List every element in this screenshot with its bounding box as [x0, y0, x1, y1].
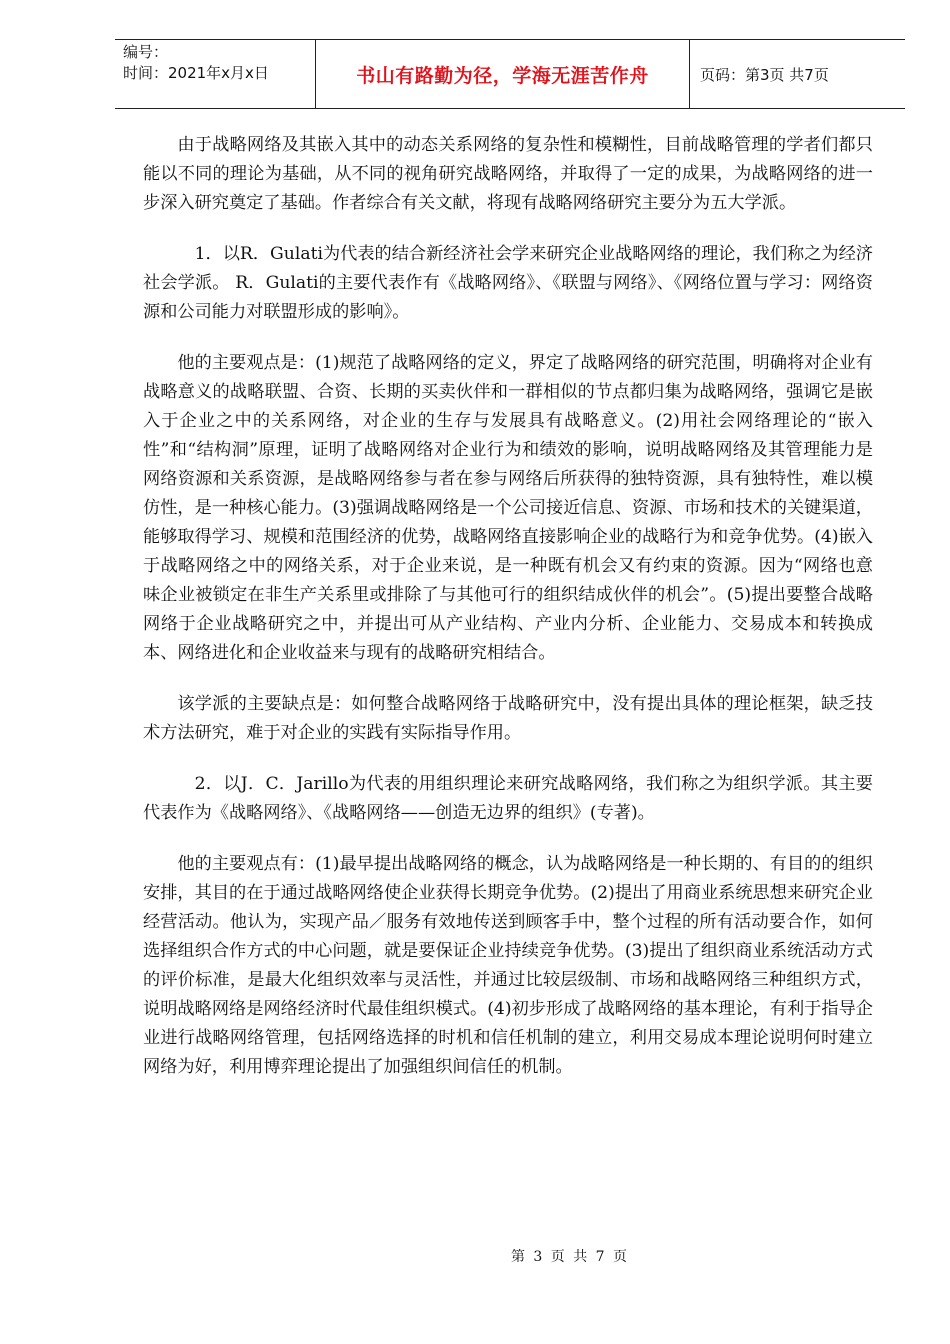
paragraph-school-1-shortcomings: 该学派的主要缺点是：如何整合战略网络于战略研究中，没有提出具体的理论框架，缺乏技术方法研究，难于对企业的实践有实际指导作用。 [143, 694, 873, 743]
header-motto: 书山有路勤为径，学海无涯苦作舟 [316, 40, 690, 108]
paragraph-school-2-views: 他的主要观点有：(1)最早提出战略网络的概念，认为战略网络是一种长期的、有目的的组织安排，其目的在于通过战略网络使企业获得长期竞争优势。(2)提出了用商业系统思想来研究企业经营活动。他认为，实现产品／服务有效地传送到顾客手中，整个过程的所有活动要合作，如何选择组织合作方式的中心问题，就是要保证企业持续竞争优势。(3)提出了组织商业系统活动方式的评价标准，是最大化组织效率与灵活性，并通过比较层级制、市场和战略网络三种组织方式，说明战略网络是网络经济时代最佳组织模式。(4)初步形成了战略网络的基本理论，有利于指导企业进行战略网络管理，包括网络选择的时机和信任机制的建立，利用交易成本理论说明何时建立网络为好，利用博弈理论提出了加强组织间信任的机制。 [143, 854, 873, 1077]
paragraph-school-1-views: 他的主要观点是：(1)规范了战略网络的定义，界定了战略网络的研究范围，明确将对企业有战略意义的战略联盟、合资、长期的买卖伙伴和一群相似的节点都归集为战略网络，强调它是嵌入于企业之中的关系网络，对企业的生存与发展具有战略意义。(2)用社会网络理论的“嵌入性”和“结构洞”原理，证明了战略网络对企业行为和绩效的影响，说明战略网络及其管理能力是网络资源和关系资源，是战略网络参与者在参与网络后所获得的独特资源，具有独特性，难以模仿性，是一种核心能力。(3)强调战略网络是一个公司接近信息、资源、市场和技术的关键渠道，能够取得学习、规模和范围经济的优势，战略网络直接影响企业的战略行为和竞争优势。(4)嵌入于战略网络之中的网络关系，对于企业来说，是一种既有机会又有约束的资源。因为“网络也意味企业被锁定在非生产关系里或排除了与其他可行的组织结成伙伴的机会”。(5)提出要整合战略网络于企业战略研究之中，并提出可从产业结构、产业内分析、企业能力、交易成本和转换成本、网络进化和企业收益来与现有的战略研究相结合。 [143, 353, 873, 663]
page-footer: 第 3 页 共 7 页 [510, 1249, 630, 1265]
document-header [115, 39, 905, 109]
paragraph-school-2: 2．以J．C．Jarillo为代表的用组织理论来研究战略网络，我们称之为组织学派。其主要代表作为《战略网络》、《战略网络——创造无边界的组织》(专著)。 [143, 774, 873, 823]
paragraph-intro: 由于战略网络及其嵌入其中的动态关系网络的复杂性和模糊性，目前战略管理的学者们都只能以不同的理论为基础，从不同的视角研究战略网络，并取得了一定的成果，为战略网络的进一步深入研究奠定了基础。作者综合有关文献，将现有战略网络研究主要分为五大学派。 [143, 135, 873, 213]
number-label: 编号： [123, 43, 169, 61]
header-page-info: 页码：第3页 共7页 [700, 65, 829, 84]
time-label: 时间：2021年x月x日 [123, 64, 269, 82]
header-meta-cell [115, 40, 316, 108]
document-body [143, 131, 873, 1104]
paragraph-school-1: 1．以R．Gulati为代表的结合新经济社会学来研究企业战略网络的理论，我们称之为经济社会学派。 R．Gulati的主要代表作有《战略网络》、《联盟与网络》、《网络位置与学习：网络资源和公司能力对联盟形成的影响》。 [143, 244, 873, 322]
